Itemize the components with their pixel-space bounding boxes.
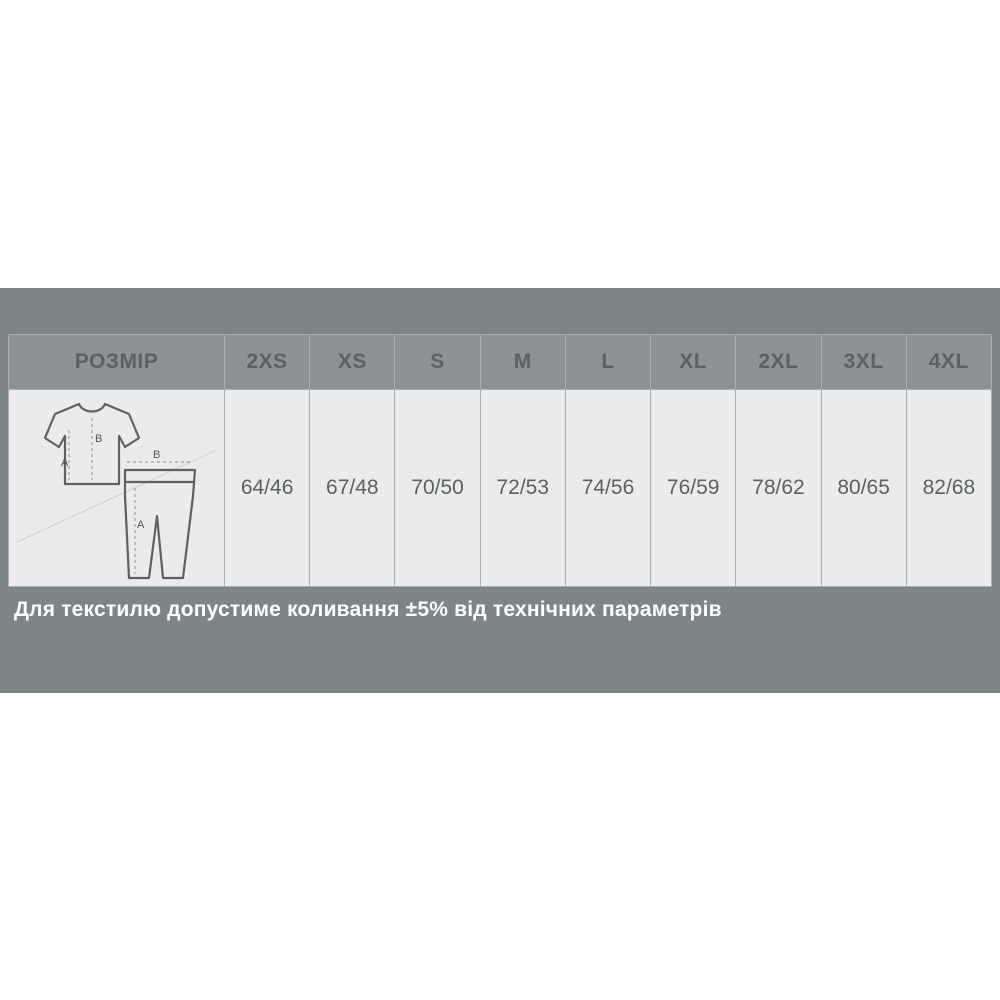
column-header-m: M bbox=[480, 335, 565, 390]
cell-s: 70/50 bbox=[395, 390, 480, 587]
column-header-4xl: 4XL bbox=[906, 335, 991, 390]
column-header-xl: XL bbox=[651, 335, 736, 390]
shirt-and-pants-measurement-diagram-icon bbox=[17, 392, 222, 586]
shirt-label-b: B bbox=[95, 433, 103, 445]
column-header-s: S bbox=[395, 335, 480, 390]
garment-diagram-cell bbox=[9, 390, 225, 587]
cell-3xl: 80/65 bbox=[821, 390, 906, 587]
size-table-body bbox=[9, 390, 992, 587]
cell-l: 74/56 bbox=[565, 390, 650, 587]
pants-label-b: B bbox=[153, 449, 161, 461]
cell-xs: 67/48 bbox=[310, 390, 395, 587]
table-header-row bbox=[9, 335, 992, 390]
cell-4xl: 82/68 bbox=[906, 390, 991, 587]
pants-label-a: A bbox=[137, 519, 145, 531]
size-table bbox=[8, 334, 992, 587]
size-table-container bbox=[8, 334, 992, 584]
size-table-head bbox=[9, 335, 992, 390]
size-chart-panel bbox=[0, 288, 1000, 693]
column-header-xs: XS bbox=[310, 335, 395, 390]
cell-m: 72/53 bbox=[480, 390, 565, 587]
cell-2xl: 78/62 bbox=[736, 390, 821, 587]
table-row bbox=[9, 390, 992, 587]
cell-xl: 76/59 bbox=[651, 390, 736, 587]
column-header-2xl: 2XL bbox=[736, 335, 821, 390]
column-header-size: РОЗМІР bbox=[9, 335, 225, 390]
column-header-2xs: 2XS bbox=[225, 335, 310, 390]
footnote-text: Для текстилю допустиме коливання ±5% від технічних параметрів bbox=[14, 598, 722, 621]
shirt-label-a: A bbox=[61, 457, 69, 469]
column-header-l: L bbox=[565, 335, 650, 390]
cell-2xs: 64/46 bbox=[225, 390, 310, 587]
column-header-3xl: 3XL bbox=[821, 335, 906, 390]
